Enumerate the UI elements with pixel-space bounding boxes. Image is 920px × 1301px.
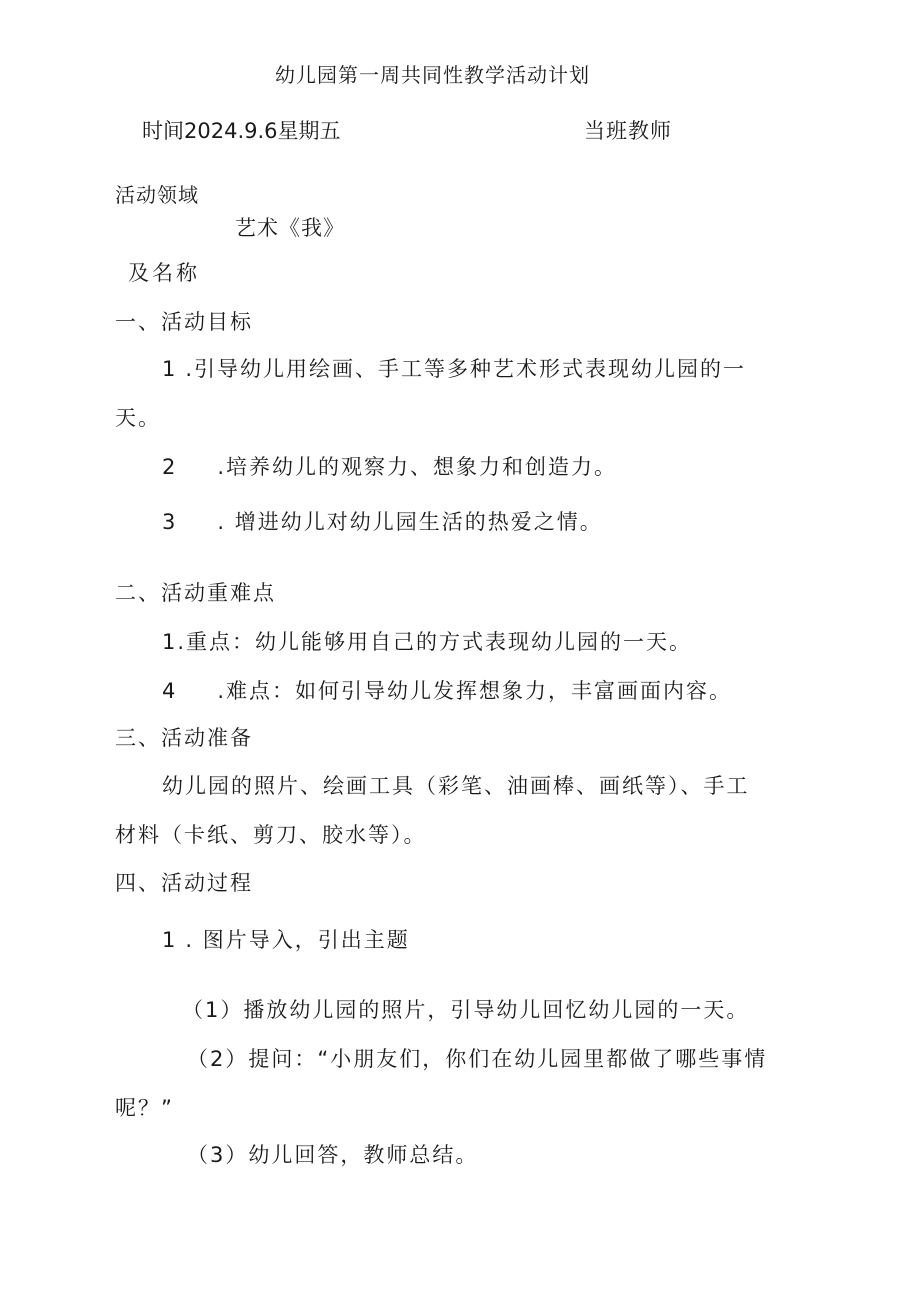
step1-number: 1 — [162, 928, 178, 952]
difficulty-number: 4 — [162, 679, 178, 703]
preparation-line1: 幼儿园的照片、绘画工具（彩笔、油画棒、画纸等）、手工 — [162, 774, 750, 798]
key-point-line: 1.重点：幼儿能够用自己的方式表现幼儿园的一天。 — [162, 630, 693, 654]
teacher-label: 当班教师 — [584, 119, 672, 143]
domain-label-line2: 及名称 — [128, 261, 200, 285]
time-label: 时间2024.9.6星期五 — [142, 119, 341, 143]
goal2-text: .培养幼儿的观察力、想象力和创造力。 — [217, 455, 618, 479]
difficulty-text: .难点：如何引导幼儿发挥想象力，丰富画面内容。 — [217, 679, 733, 703]
section1-heading: 一、活动目标 — [115, 310, 253, 334]
substep3-line: （3）幼儿回答，教师总结。 — [187, 1143, 479, 1167]
step1-text: . 图片导入，引出主题 — [185, 928, 410, 952]
section3-heading: 三、活动准备 — [115, 726, 253, 750]
section4-heading: 四、活动过程 — [115, 871, 253, 895]
preparation-line2: 材料（卡纸、剪刀、胶水等）。 — [115, 823, 427, 847]
goal2-number: 2 — [162, 455, 178, 479]
goal3-number: 3 — [162, 510, 178, 534]
difficulty-line — [162, 677, 732, 705]
substep2-line2: 呢？” — [115, 1096, 174, 1120]
goal3-line — [162, 508, 603, 536]
substep1-line: （1）播放幼儿园的照片，引导幼儿回忆幼儿园的一天。 — [182, 998, 750, 1022]
document-title: 幼儿园第一周共同性教学活动计划 — [275, 63, 590, 87]
goal3-text: . 增进幼儿对幼儿园生活的热爱之情。 — [217, 510, 603, 534]
goal2-line — [162, 453, 617, 481]
substep2-line1: （2）提问：“小朋友们，你们在幼儿园里都做了哪些事情 — [187, 1047, 768, 1071]
goal1-line2: 天。 — [115, 406, 161, 430]
section2-heading: 二、活动重难点 — [115, 581, 276, 605]
goal1-text: .引导幼儿用绘画、手工等多种艺术形式表现幼儿园的一 — [185, 357, 747, 381]
goal1-number: 1 — [162, 357, 178, 381]
domain-value: 艺术《我》 — [235, 216, 345, 240]
goal1-line1 — [162, 355, 746, 383]
step1-line — [162, 926, 410, 954]
domain-label-line1: 活动领域 — [115, 183, 199, 207]
